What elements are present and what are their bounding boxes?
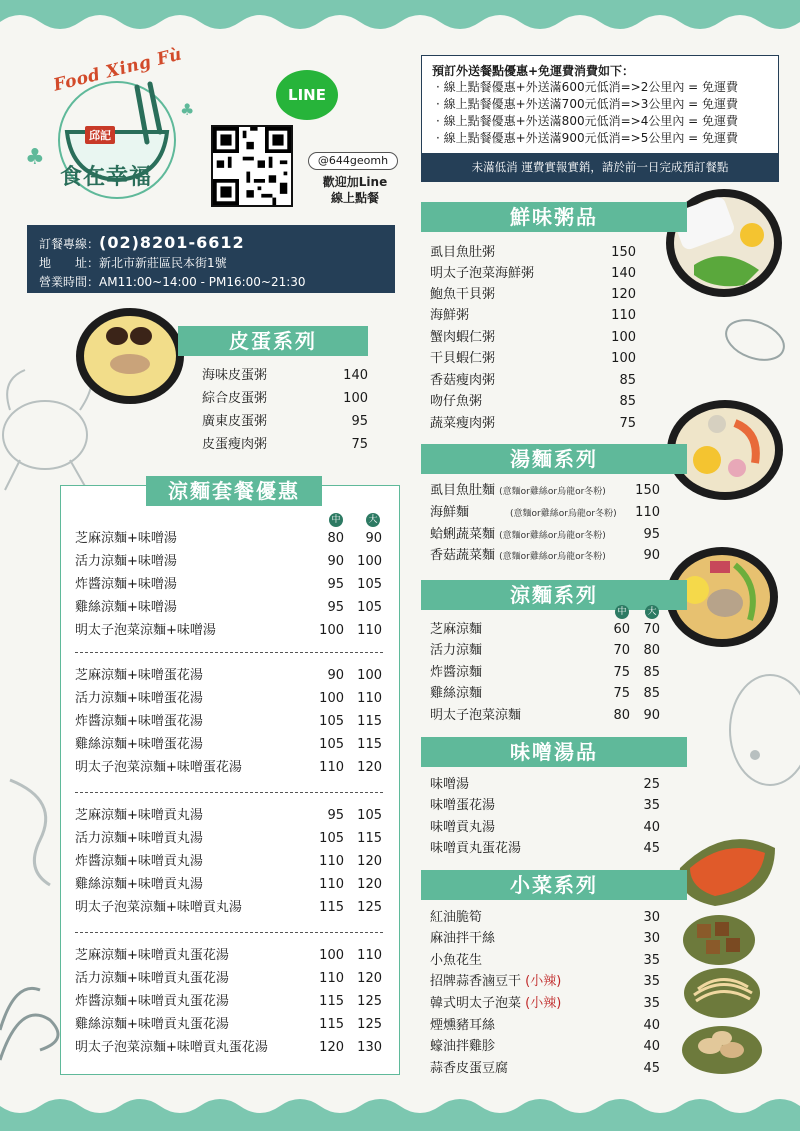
item-price: 40 [643, 1039, 660, 1054]
combo-price-medium: 115 [319, 994, 344, 1009]
combo-price-medium: 115 [319, 1017, 344, 1032]
menu-item [430, 908, 482, 928]
divider [75, 652, 383, 653]
phone-number[interactable]: (02)8201-6612 [99, 233, 245, 252]
item-price: 35 [643, 974, 660, 989]
menu-item: 虱目魚肚粥 [430, 245, 496, 260]
menu-item: 吻仔魚粥 [430, 394, 483, 409]
section-header-pidan: 皮蛋系列 [178, 326, 368, 356]
item-price: 45 [643, 1061, 660, 1076]
phone-row [39, 233, 383, 254]
combo-item: 炸醬涼麵+味噌貢丸湯 [75, 854, 203, 869]
size-large-badge: 大 [366, 513, 380, 527]
menu-item [430, 546, 606, 567]
delivery-row: · 線上點餐優惠+外送滿700元低消=>3公里內 = 免運費 [436, 97, 739, 111]
price-large: 85 [643, 686, 660, 701]
combo-price-large: 125 [357, 1017, 382, 1032]
menu-item: 干貝蝦仁粥 [430, 351, 496, 366]
combo-price-medium: 90 [327, 554, 344, 569]
price-medium: 60 [613, 622, 630, 637]
combo-price-medium: 95 [327, 577, 344, 592]
combo-price-medium: 110 [319, 760, 344, 775]
menu-item: 味噌貢丸蛋花湯 [430, 841, 522, 856]
combo-price-large: 110 [357, 948, 382, 963]
item-price: 110 [635, 505, 660, 520]
combo-price-large: 110 [357, 691, 382, 706]
menu-item: 味噌蛋花湯 [430, 798, 496, 813]
item-note: (意麵or雞絲or烏龍or冬粉) [499, 487, 606, 497]
item-price: 45 [643, 841, 660, 856]
combo-price-medium: 120 [319, 1040, 344, 1055]
combo-price-medium: 115 [319, 900, 344, 915]
combo-price-large: 115 [357, 831, 382, 846]
combo-price-large: 110 [357, 623, 382, 638]
line-id: @644geomh [308, 152, 398, 170]
item-price: 100 [343, 391, 368, 406]
brand-script-name: Food Xing Fù [51, 44, 185, 96]
mussel-sketch [720, 310, 790, 370]
combo-price-large: 105 [357, 808, 382, 823]
menu-item [430, 525, 606, 546]
price-large: 80 [643, 643, 660, 658]
menu-item: 海味皮蛋粥 [202, 368, 268, 383]
item-price: 85 [619, 373, 636, 388]
menu-item: 鮑魚干貝粥 [430, 287, 496, 302]
top-wave-border [0, 0, 800, 40]
item-price: 35 [643, 996, 660, 1011]
hours-row [39, 273, 383, 292]
combo-item: 雞絲涼麵+味噌蛋花湯 [75, 737, 203, 752]
combo-item: 炸醬涼麵+味噌貢丸蛋花湯 [75, 994, 229, 1009]
item-price: 100 [611, 330, 636, 345]
combo-price-medium: 110 [319, 971, 344, 986]
price-medium: 70 [613, 643, 630, 658]
item-name: 香菇蔬菜麵 [430, 548, 496, 563]
item-note: (意麵or雞絲or烏龍or冬粉) [499, 552, 606, 562]
menu-item: 香菇瘦肉粥 [430, 373, 496, 388]
combo-price-large: 105 [357, 600, 382, 615]
delivery-row: · 線上點餐優惠+外送滿800元低消=>4公里內 = 免運費 [436, 114, 739, 128]
item-price: 140 [343, 368, 368, 383]
menu-item: 明太子泡菜海鮮粥 [430, 266, 535, 281]
combo-item: 明太子泡菜涼麵+味噌湯 [75, 623, 216, 638]
item-name: 小魚花生 [430, 953, 483, 968]
item-name: 蠔油拌雞胗 [430, 1039, 496, 1054]
section-header-sides: 小菜系列 [421, 870, 687, 900]
side-dish-tofu-image [682, 912, 757, 967]
brand-seal: 邱記 [85, 126, 115, 144]
combo-item: 芝麻涼麵+味噌貢丸湯 [75, 808, 203, 823]
combo-price-large: 120 [357, 760, 382, 775]
item-price: 25 [643, 777, 660, 792]
item-price: 140 [611, 266, 636, 281]
item-name: 麻油拌干絲 [430, 931, 496, 946]
item-price: 85 [619, 394, 636, 409]
menu-item [430, 1037, 495, 1057]
divider [75, 792, 383, 793]
clover-icon: ♣ [25, 145, 45, 170]
section-header-miso: 味噌湯品 [421, 737, 687, 767]
menu-item: 味噌貢丸湯 [430, 820, 496, 835]
combo-price-medium: 105 [319, 714, 344, 729]
combo-price-large: 120 [357, 971, 382, 986]
size-large-badge: 大 [645, 605, 659, 619]
combo-item: 明太子泡菜涼麵+味噌貢丸蛋花湯 [75, 1040, 268, 1055]
line-welcome [300, 174, 410, 206]
address-row [39, 254, 383, 273]
welcome-line-1: 歡迎加Line [322, 175, 388, 189]
item-price: 30 [643, 910, 660, 925]
delivery-title: 預訂外送餐點優惠+免運費消費如下： [432, 64, 635, 78]
item-note: (意麵or雞絲or烏龍or冬粉) [510, 509, 617, 519]
combo-item: 活力涼麵+味噌貢丸湯 [75, 831, 203, 846]
combo-price-large: 100 [357, 668, 382, 683]
item-name: 煙燻豬耳絲 [430, 1018, 496, 1033]
combo-price-medium: 80 [327, 531, 344, 546]
price-medium: 80 [613, 708, 630, 723]
item-price: 95 [351, 414, 368, 429]
item-price: 75 [619, 416, 636, 431]
clover-icon-small: ♣ [180, 100, 195, 119]
combo-item: 活力涼麵+味噌貢丸蛋花湯 [75, 971, 229, 986]
address-label: 地 址： [39, 256, 100, 270]
item-price: 120 [611, 287, 636, 302]
combo-item: 明太子泡菜涼麵+味噌蛋花湯 [75, 760, 242, 775]
combo-price-large: 90 [365, 531, 382, 546]
item-name: 招牌蒜香滷豆干 [430, 974, 522, 989]
combo-price-medium: 100 [319, 691, 344, 706]
combo-price-large: 120 [357, 854, 382, 869]
item-note: (意麵or雞絲or烏龍or冬粉) [499, 531, 606, 541]
combo-price-medium: 105 [319, 831, 344, 846]
combo-item: 芝麻涼麵+味噌湯 [75, 531, 177, 546]
section-header-seafood-congee: 鮮味粥品 [421, 202, 687, 232]
fish-sketch [700, 660, 800, 800]
menu-item: 皮蛋瘦肉粥 [202, 437, 268, 452]
menu-item: 廣東皮蛋粥 [202, 414, 268, 429]
side-dish-tofu-skin-image [682, 965, 762, 1020]
menu-item: 味噌湯 [430, 777, 470, 792]
price-large: 70 [643, 622, 660, 637]
menu-item [430, 929, 495, 949]
combo-price-large: 125 [357, 994, 382, 1009]
combo-price-large: 120 [357, 877, 382, 892]
pidan-congee-image [75, 306, 185, 406]
item-price: 35 [643, 953, 660, 968]
welcome-line-2: 線上點餐 [330, 191, 379, 205]
menu-item [430, 994, 561, 1014]
phone-label: 訂餐專線： [39, 237, 100, 251]
divider [75, 932, 383, 933]
item-name: 蛤蜊蔬菜麵 [430, 527, 496, 542]
combo-price-medium: 105 [319, 737, 344, 752]
item-price: 150 [611, 245, 636, 260]
combo-price-medium: 90 [327, 668, 344, 683]
menu-item: 芝麻涼麵 [430, 622, 483, 637]
menu-item [430, 1016, 495, 1036]
combo-item: 雞絲涼麵+味噌貢丸湯 [75, 877, 203, 892]
section-header-cold-noodle: 涼麵系列 [421, 580, 687, 610]
delivery-offer-box [421, 55, 779, 182]
item-name: 紅油脆筍 [430, 910, 483, 925]
item-price: 40 [643, 820, 660, 835]
combo-price-medium: 100 [319, 623, 344, 638]
contact-info-box [27, 225, 395, 293]
menu-item [430, 1059, 508, 1079]
item-price: 110 [611, 308, 636, 323]
side-dish-gizzard-image [680, 1020, 765, 1075]
item-price: 90 [643, 548, 660, 563]
hours-value: AM11:00~14:00 - PM16:00~21:30 [99, 275, 306, 289]
section-header-soup-noodle: 湯麵系列 [421, 444, 687, 474]
line-logo: LINE [276, 70, 338, 120]
combo-price-large: 105 [357, 577, 382, 592]
price-large: 85 [643, 665, 660, 680]
item-name: 虱目魚肚麵 [430, 483, 496, 498]
delivery-row: · 線上點餐優惠+外送滿900元低消=>5公里內 = 免運費 [436, 131, 739, 145]
combo-item: 芝麻涼麵+味噌貢丸蛋花湯 [75, 948, 229, 963]
size-medium-badge: 中 [615, 605, 629, 619]
combo-item: 明太子泡菜涼麵+味噌貢丸湯 [75, 900, 242, 915]
bottom-wave-border [0, 1090, 800, 1131]
price-medium: 75 [613, 686, 630, 701]
item-price: 100 [611, 351, 636, 366]
combo-price-medium: 95 [327, 600, 344, 615]
section-header-combo: 涼麵套餐優惠 [146, 476, 322, 506]
hours-label: 營業時間： [39, 275, 100, 289]
combo-item: 芝麻涼麵+味噌蛋花湯 [75, 668, 203, 683]
menu-item [430, 481, 606, 502]
size-medium-badge: 中 [329, 513, 343, 527]
spicy-tag: (小辣) [525, 974, 562, 989]
spicy-tag: (小辣) [525, 996, 562, 1011]
price-medium: 75 [613, 665, 630, 680]
item-price: 30 [643, 931, 660, 946]
combo-item: 炸醬涼麵+味噌蛋花湯 [75, 714, 203, 729]
menu-item [430, 972, 561, 992]
combo-price-large: 115 [357, 737, 382, 752]
price-large: 90 [643, 708, 660, 723]
combo-price-large: 100 [357, 554, 382, 569]
shop-name: 食在幸福 [60, 165, 153, 190]
combo-price-large: 130 [357, 1040, 382, 1055]
item-price: 150 [635, 483, 660, 498]
menu-item: 蟹肉蝦仁粥 [430, 330, 496, 345]
combo-price-medium: 110 [319, 854, 344, 869]
menu-item: 明太子泡菜涼麵 [430, 708, 522, 723]
combo-item: 活力涼麵+味噌湯 [75, 554, 177, 569]
menu-item: 蔬菜瘦肉粥 [430, 416, 496, 431]
item-name: 海鮮麵 [430, 505, 470, 520]
combo-item: 活力涼麵+味噌蛋花湯 [75, 691, 203, 706]
combo-price-medium: 110 [319, 877, 344, 892]
combo-price-medium: 100 [319, 948, 344, 963]
side-dish-bamboo-image [675, 828, 780, 908]
address-value: 新北市新莊區民本街1號 [99, 256, 227, 270]
menu-item [430, 503, 617, 524]
delivery-footer: 未滿低消 運費實報實銷，請於前一日完成預訂餐點 [422, 153, 778, 181]
item-price: 95 [643, 527, 660, 542]
item-price: 40 [643, 1018, 660, 1033]
item-price: 35 [643, 798, 660, 813]
menu-item: 海鮮粥 [430, 308, 470, 323]
combo-price-medium: 95 [327, 808, 344, 823]
combo-item: 雞絲涼麵+味噌湯 [75, 600, 177, 615]
item-name: 韓式明太子泡菜 [430, 996, 522, 1011]
combo-item: 雞絲涼麵+味噌貢丸蛋花湯 [75, 1017, 229, 1032]
delivery-row: · 線上點餐優惠+外送滿600元低消=>2公里內 = 免運費 [436, 80, 739, 94]
menu-item: 綜合皮蛋粥 [202, 391, 268, 406]
combo-item: 炸醬涼麵+味噌湯 [75, 577, 177, 592]
menu-item: 炸醬涼麵 [430, 665, 483, 680]
menu-item [430, 951, 482, 971]
combo-price-large: 125 [357, 900, 382, 915]
item-price: 75 [351, 437, 368, 452]
item-name: 蒜香皮蛋豆腐 [430, 1061, 509, 1076]
line-qr-code[interactable] [211, 125, 293, 207]
combo-price-large: 115 [357, 714, 382, 729]
menu-item: 活力涼麵 [430, 643, 483, 658]
menu-item: 雞絲涼麵 [430, 686, 483, 701]
